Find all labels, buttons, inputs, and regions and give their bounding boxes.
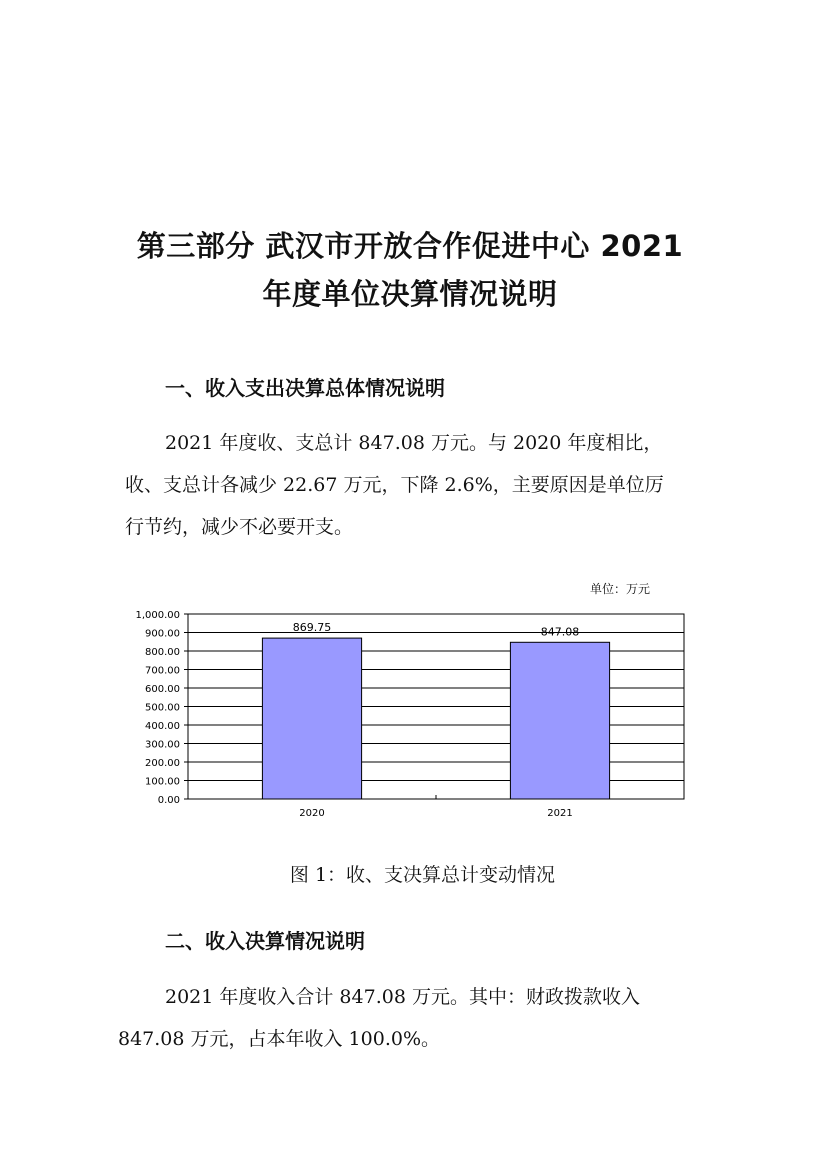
y-tick-label: 900.00 xyxy=(145,628,180,640)
x-tick-label: 2021 xyxy=(547,808,573,819)
y-tick-label: 100.00 xyxy=(145,776,180,788)
section1-para-line1: 2021 年度收、支总计 847.08 万元。与 2020 年度相比， xyxy=(165,432,663,454)
data-label: 869.75 xyxy=(292,621,332,635)
y-tick-label: 1,000.00 xyxy=(135,610,180,621)
section2-para-line1: 2021 年度收入合计 847.08 万元。其中：财政拨款收入 xyxy=(165,986,640,1008)
y-tick-label: 600.00 xyxy=(145,684,180,695)
bar-chart xyxy=(0,600,820,830)
bar-2020 xyxy=(262,638,361,799)
bar-2021 xyxy=(510,642,609,799)
y-tick-label: 700.00 xyxy=(145,665,180,677)
page-title-line1: 第三部分 武汉市开放合作促进中心 2021 xyxy=(136,229,684,263)
section1-para-line2: 收、支总计各减少 22.67 万元，下降 2.6%，主要原因是单位厉 xyxy=(125,474,664,496)
section1-para-line3: 行节约，减少不必要开支。 xyxy=(125,516,354,538)
y-tick-label: 0.00 xyxy=(157,795,180,806)
y-tick-label: 200.00 xyxy=(145,758,180,769)
x-tick-label: 2020 xyxy=(299,808,325,819)
data-label: 847.08 xyxy=(540,625,580,639)
chart-caption: 图 1：收、支决算总计变动情况 xyxy=(289,864,556,886)
y-tick-label: 400.00 xyxy=(145,721,180,732)
page-title-line2: 年度单位决算情况说明 xyxy=(262,277,558,311)
section2-para-line2: 847.08 万元，占本年收入 100.0%。 xyxy=(118,1028,441,1050)
chart-unit-label: 单位：万元 xyxy=(589,582,650,596)
y-tick-label: 800.00 xyxy=(145,647,180,658)
y-tick-label: 300.00 xyxy=(145,739,180,751)
section2-heading: 二、收入决算情况说明 xyxy=(165,929,365,953)
y-tick-label: 500.00 xyxy=(145,702,180,714)
section1-heading: 一、收入支出决算总体情况说明 xyxy=(165,376,445,400)
